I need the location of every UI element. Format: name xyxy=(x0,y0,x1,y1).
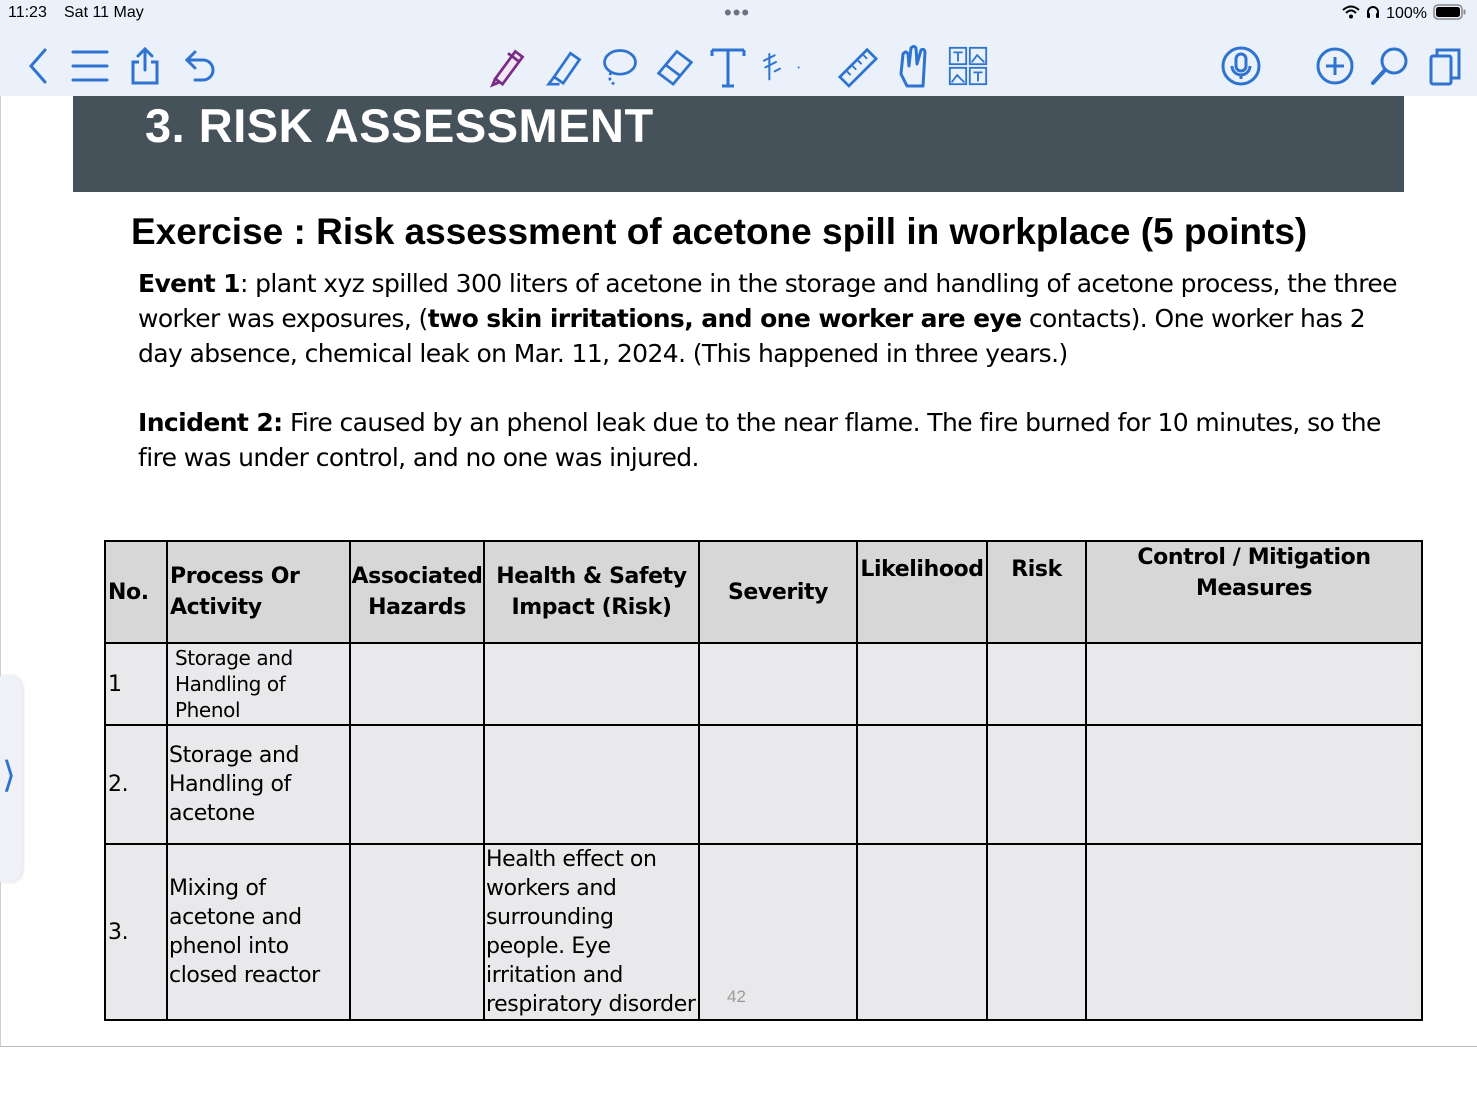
header-severity: Severity xyxy=(699,541,857,643)
cell-severity[interactable] xyxy=(699,844,857,1020)
cell-process: Storage and Handling of acetone xyxy=(167,725,350,844)
cell-no: 3. xyxy=(105,844,167,1020)
wifi-icon xyxy=(1342,5,1360,24)
incident-text: Fire caused by an phenol leak due to the near flame. The fire burned for 10 minutes, so the fire was under control, and no one was injured. xyxy=(138,408,1381,472)
lasso-icon[interactable] xyxy=(600,42,640,90)
incident-paragraph xyxy=(138,405,1398,475)
cell-control[interactable] xyxy=(1086,643,1422,725)
header-risk: Risk xyxy=(987,541,1086,643)
event-bold-text: two skin irritations, and one worker are eye xyxy=(427,304,1022,333)
cell-likelihood[interactable] xyxy=(857,844,987,1020)
header-likelihood: Likelihood xyxy=(857,541,987,643)
exercise-title: Exercise : Risk assessment of acetone spill in workplace (5 points) xyxy=(131,211,1308,252)
sidebar-pull-tab[interactable] xyxy=(0,676,22,882)
menu-icon[interactable] xyxy=(70,42,110,90)
cell-no: 1 xyxy=(105,643,167,725)
elements-icon[interactable] xyxy=(760,42,800,90)
pen-icon[interactable] xyxy=(488,42,528,90)
banner-title: 3. RISK ASSESSMENT xyxy=(145,99,654,152)
risk-table xyxy=(104,540,1423,1021)
cell-risk[interactable] xyxy=(987,725,1086,844)
cell-hazards[interactable] xyxy=(350,844,484,1020)
section-banner xyxy=(73,96,1404,192)
chevron-right-icon: ⟩ xyxy=(2,754,17,795)
cell-hazards[interactable] xyxy=(350,643,484,725)
header-impact: Health & Safety Impact (Risk) xyxy=(484,541,699,643)
hand-icon[interactable] xyxy=(893,42,933,90)
share-icon[interactable] xyxy=(125,42,165,90)
pages-icon[interactable] xyxy=(1425,42,1465,90)
document-page[interactable] xyxy=(0,96,1477,1047)
event-text-2: contacts). One worker has 2 day absence, chemical leak on Mar. 11, 2024. (This happened in three years.) xyxy=(138,304,1366,368)
highlighter-icon[interactable] xyxy=(545,42,585,90)
event-text-1: : plant xyz spilled 300 liters of acetone in the storage and handling of acetone process, the three worker was exposures, ( xyxy=(138,269,1397,333)
cell-risk[interactable] xyxy=(987,844,1086,1020)
cell-hazards[interactable] xyxy=(350,725,484,844)
cell-likelihood[interactable] xyxy=(857,725,987,844)
event-label: Event 1 xyxy=(138,269,240,298)
cell-likelihood[interactable] xyxy=(857,643,987,725)
cell-process: Storage and Handling of Phenol xyxy=(167,643,350,725)
back-chevron-icon[interactable] xyxy=(18,42,58,90)
cell-control[interactable] xyxy=(1086,725,1422,844)
cell-impact[interactable] xyxy=(484,725,699,844)
table-header-row xyxy=(105,541,1422,643)
event-paragraph xyxy=(138,266,1398,371)
header-process: Process Or Activity xyxy=(167,541,350,643)
cell-severity[interactable] xyxy=(699,643,857,725)
microphone-icon[interactable] xyxy=(1221,42,1261,90)
header-control: Control / Mitigation Measures xyxy=(1086,541,1422,643)
undo-icon[interactable] xyxy=(180,42,220,90)
battery-icon xyxy=(1433,4,1467,25)
text-icon[interactable] xyxy=(708,42,748,90)
search-icon[interactable] xyxy=(1370,42,1410,90)
cell-impact[interactable] xyxy=(484,643,699,725)
cell-control[interactable] xyxy=(1086,844,1422,1020)
headphones-icon xyxy=(1366,5,1380,24)
battery-percent: 100% xyxy=(1386,5,1427,22)
eraser-icon[interactable] xyxy=(655,42,695,90)
status-right xyxy=(1342,3,1467,25)
add-icon[interactable] xyxy=(1315,42,1355,90)
header-hazards: Associated Hazards xyxy=(350,541,484,643)
page-number: 42 xyxy=(727,987,746,1006)
incident-label: Incident 2: xyxy=(138,408,283,437)
multitasking-dots-icon[interactable]: ••• xyxy=(724,0,751,25)
status-date: Sat 11 May xyxy=(64,4,144,21)
image-text-icon[interactable] xyxy=(948,42,988,90)
table-row xyxy=(105,844,1422,1020)
top-toolbar xyxy=(0,0,1477,97)
cell-risk[interactable] xyxy=(987,643,1086,725)
table-row xyxy=(105,725,1422,844)
status-time: 11:23 xyxy=(8,4,47,21)
cell-severity[interactable] xyxy=(699,725,857,844)
cell-impact[interactable]: Health effect on workers and surrounding people. Eye irritation and respiratory disorder xyxy=(484,844,699,1020)
table-row xyxy=(105,643,1422,725)
header-no: No. xyxy=(105,541,167,643)
ruler-icon[interactable] xyxy=(838,42,878,90)
cell-no: 2. xyxy=(105,725,167,844)
cell-process: Mixing of acetone and phenol into closed reactor xyxy=(167,844,350,1020)
